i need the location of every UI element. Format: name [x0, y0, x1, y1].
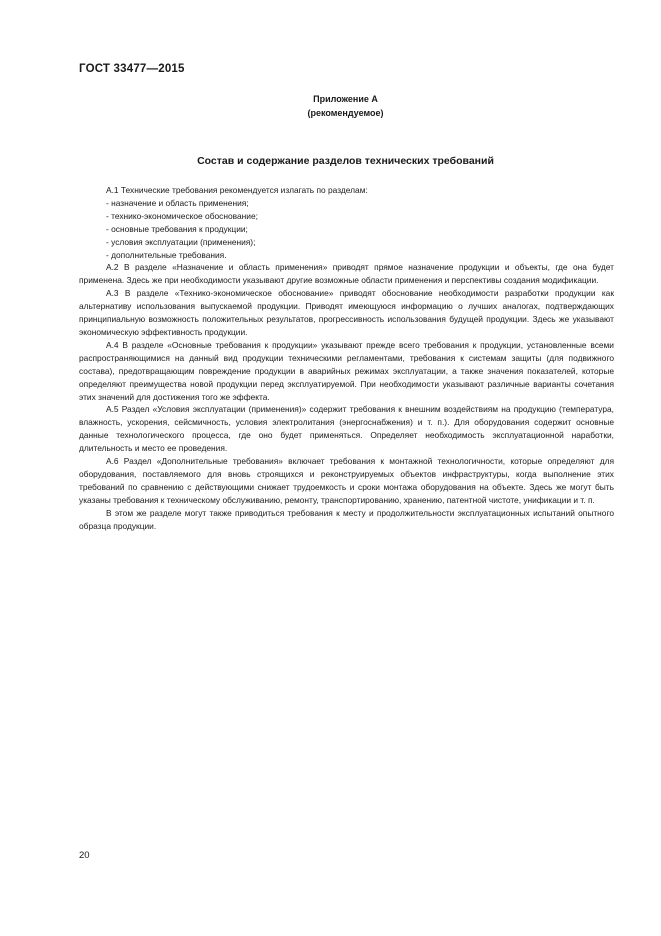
list-item: - условия эксплуатации (применения); [106, 236, 256, 247]
intro-paragraph: А.1 Технические требования рекомендуется излагать по разделам: [106, 185, 368, 195]
paragraph-closing: В этом же разделе могут также приводиться требования к месту и продолжительности эксплуатационных испытаний опытного образца продукции. [79, 507, 614, 531]
appendix-status: (рекомендуемое) [307, 108, 384, 118]
section-title: Состав и содержание разделов технических требований [197, 155, 494, 167]
list-item: - дополнительные требования. [106, 249, 227, 260]
paragraph-a4: А.4 В разделе «Основные требования к продукции» указывают прежде всего требования к продукции, установленные всеми распространяющимися на данный вид продукции техническими регламентами, требования к системам защиты (для подвижного состава), предотвращающим повреждение продукции в аварийных режимах эксплуатации, а также значения показателей, которые определяют преимущества новой продукции перед эксплуатируемой. При необходимости указывают различные варианты сочетания этих значений для достижения того же эффекта. [79, 339, 614, 402]
appendix-title: Приложение А [313, 94, 378, 104]
paragraph-a6: А.6 Раздел «Дополнительные требования» включает требования к монтажной технологичности, которые определяют для оборудования, поставляемого для вновь строящихся и реконструируемых объектов инфраструктуры, когда выполнение этих требований по сравнению с действующими снижает трудоемкость и сроки монтажа оборудования на объекте. Здесь же могут быть указаны требования к техническому обслуживанию, ремонту, транспортированию, хранению, патентной чистоте, унификации и т. п. [79, 456, 614, 505]
list-item: - назначение и область применения; [106, 197, 249, 208]
paragraph-a3: А.3 В разделе «Технико-экономическое обоснование» приводят обоснование необходимости разработки продукции как альтернативу использования выпускаемой продукции. Приводят имеющуюся информацию о лучших аналогах, подтверждающих принципиальную возможность положительных результатов, прогрессивность использования будущей продукции. Здесь же указывают экономическую эффективность продукции. [79, 288, 614, 337]
list-item: - технико-экономическое обоснование; [106, 210, 258, 221]
document-body [79, 184, 614, 532]
paragraph-a5: А.5 Раздел «Условия эксплуатации (применения)» содержит требования к внешним воздействиям на продукцию (температура, влажность, ускорения, сейсмичность, условия электролитания (энергоснабжения) и т. п.). Для оборудования содержит основные данные технологического процесса, где оно будет применяться. Определяет необходимость эксплуатационной наработки, длительность и место ее проведения. [79, 404, 614, 454]
appendix-heading [0, 92, 661, 120]
paragraph-a2: А.2 В разделе «Назначение и область применения» приводят прямое назначение продукции и объекты, где она будет применена. Здесь же при необходимости указывают другие возможные области применения и перспективы создания модификации. [79, 262, 614, 286]
page-number: 20 [79, 850, 90, 861]
standard-code: ГОСТ 33477—2015 [79, 63, 185, 75]
list-item: - основные требования к продукции; [106, 223, 248, 234]
